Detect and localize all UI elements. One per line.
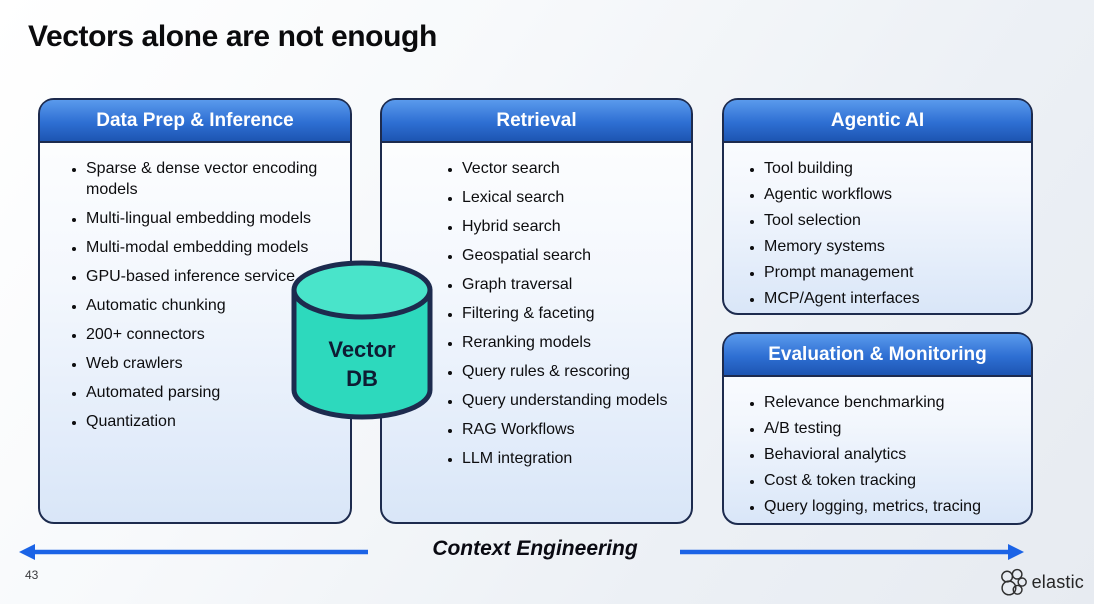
list-item: • Vector search [462, 158, 681, 179]
list-item: • Relevance benchmarking [764, 392, 1027, 413]
list-item: • Sparse & dense vector encoding models [86, 158, 324, 200]
panel-evaluation-monitoring-header: Evaluation & Monitoring [723, 333, 1032, 377]
list-item: • Cost & token tracking [764, 470, 1027, 491]
vector-db-label-line2: DB [346, 366, 378, 391]
list-item: • LLM integration [462, 448, 681, 469]
list-item: • 200+ connectors [86, 324, 324, 345]
list-item: • Tool building [764, 158, 1027, 179]
list-item: • Geospatial search [462, 245, 681, 266]
vector-db-label-line1: Vector [328, 337, 396, 362]
list-item: • Memory systems [764, 236, 1027, 257]
list-item: • Multi-lingual embedding models [86, 208, 324, 229]
panel-data-prep-inference-header: Data Prep & Inference [39, 99, 351, 143]
list-item: • Hybrid search [462, 216, 681, 237]
context-arrow-left-icon [18, 543, 368, 561]
vector-db-cylinder [289, 258, 435, 422]
database-cylinder-icon [289, 258, 435, 422]
context-arrow-right-icon [680, 543, 1025, 561]
list-item: • Filtering & faceting [462, 303, 681, 324]
list-item: • Reranking models [462, 332, 681, 353]
list-item: • Automatic chunking [86, 295, 324, 316]
list-item: • GPU-based inference service [86, 266, 324, 287]
panel-agentic-ai [722, 98, 1033, 315]
list-item: • Query understanding models [462, 390, 681, 411]
list-item: • RAG Workflows [462, 419, 681, 440]
elastic-logo-icon [998, 567, 1029, 598]
list-item: • Behavioral analytics [764, 444, 1027, 465]
list-item: • Graph traversal [462, 274, 681, 295]
elastic-logo-text: elastic [1031, 572, 1084, 592]
list-item: • Web crawlers [86, 353, 324, 374]
panel-retrieval-header: Retrieval [381, 99, 692, 143]
list-item: • A/B testing [764, 418, 1027, 439]
list-item: • Lexical search [462, 187, 681, 208]
list-item: • Quantization [86, 411, 324, 432]
panel-evaluation-monitoring [722, 332, 1033, 525]
brand-elastic [998, 567, 1084, 598]
list-item: • Automated parsing [86, 382, 324, 403]
list-item: • MCP/Agent interfaces [764, 288, 1027, 309]
list-item: • Tool selection [764, 210, 1027, 231]
list-item: • Query logging, metrics, tracing [764, 496, 1027, 517]
context-engineering-label: Context Engineering [432, 537, 638, 560]
list-item: • Multi-modal embedding models [86, 237, 324, 258]
slide-title: Vectors alone are not enough [28, 20, 437, 53]
list-item: • Prompt management [764, 262, 1027, 283]
panel-agentic-ai-header: Agentic AI [723, 99, 1032, 143]
list-item: • Agentic workflows [764, 184, 1027, 205]
list-item: • Query rules & rescoring [462, 361, 681, 382]
page-number: 43 [25, 568, 39, 582]
